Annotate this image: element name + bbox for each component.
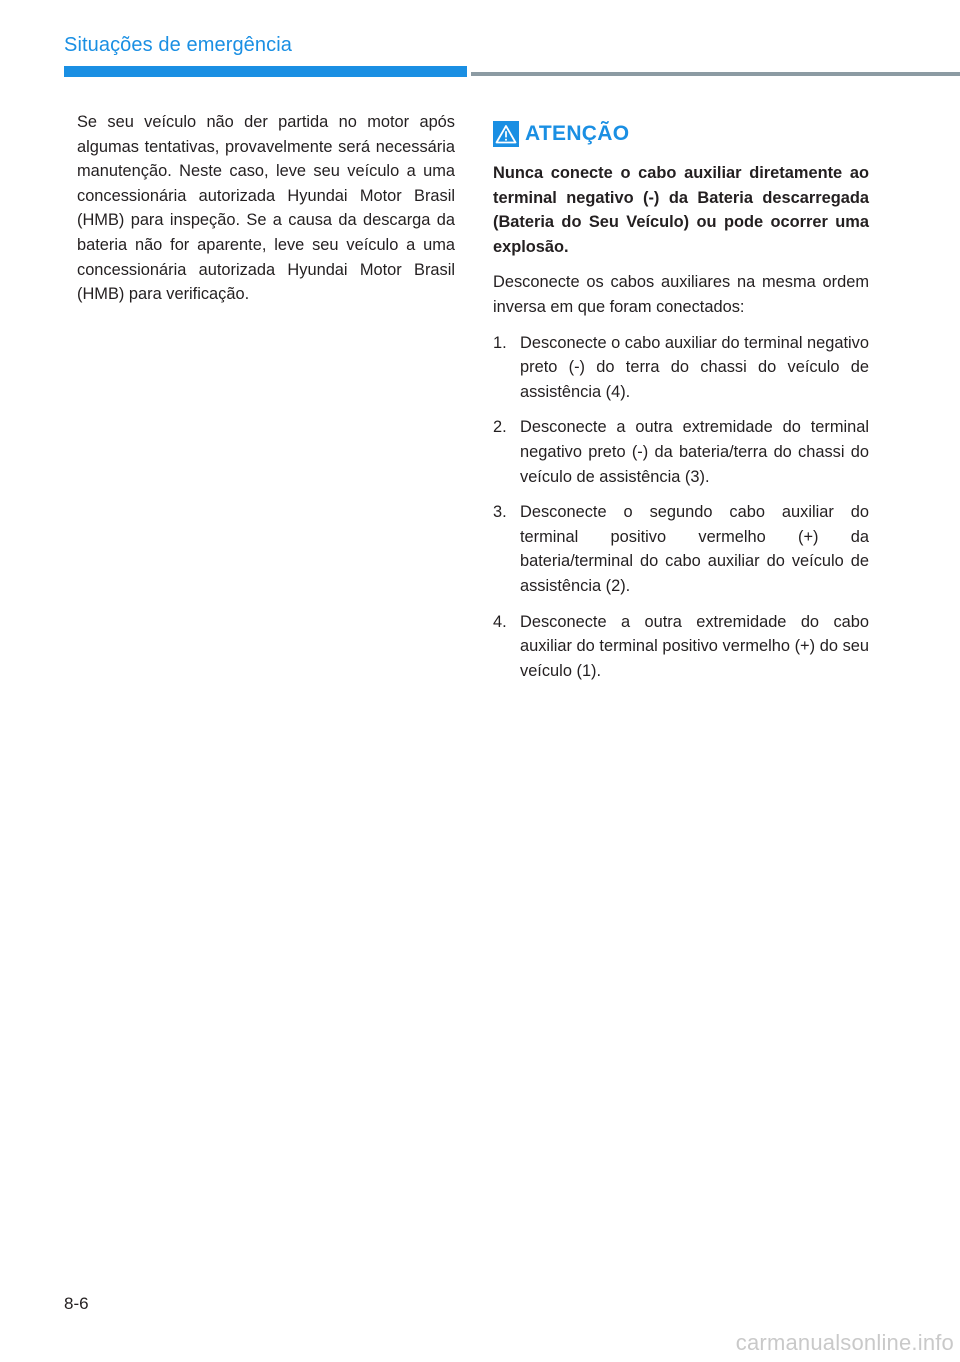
list-item — [493, 500, 869, 598]
watermark[interactable]: carmanualsonline.info — [735, 1330, 954, 1355]
warning-bold-text: Nunca conecte o cabo auxiliar diretamente ao terminal negativo (-) da Bateria descarregada (Bateria do Seu Veículo) ou pode ocorrer uma explosão. — [493, 164, 869, 256]
left-paragraph: Se seu veículo não der partida no motor após algumas tentativas, provavelmente será necessária manutenção. Neste caso, leve seu veículo a uma concessionária autorizada Hyundai Motor Brasil (HMB) para inspeção. Se a causa da descarga da bateria não for aparente, leve seu veículo a uma concessionária autorizada Hyundai Motor Brasil (HMB) para verificação. — [77, 113, 455, 304]
step-text: Desconecte o segundo cabo auxiliar do terminal positivo vermelho (+) da bateria/terminal do cabo auxiliar do veículo de assistência (2). — [520, 503, 869, 595]
list-item — [493, 610, 869, 684]
step-text: Desconecte o cabo auxiliar do terminal negativo preto (-) do terra do chassi do veículo de assistência (4). — [520, 333, 869, 401]
step-number: 3. — [493, 503, 507, 522]
warning-intro: Desconecte os cabos auxiliares na mesma ordem inversa em que foram conectados: — [493, 273, 869, 316]
steps-list — [493, 331, 869, 684]
step-text: Desconecte a outra extremidade do terminal negativo preto (-) da bateria/terra do chassi do veículo de assistência (3). — [520, 418, 869, 486]
step-text: Desconecte a outra extremidade do cabo auxiliar do terminal positivo vermelho (+) do seu veículo (1). — [520, 612, 869, 680]
list-item — [493, 415, 869, 489]
warning-triangle-icon — [493, 121, 519, 147]
step-number: 4. — [493, 612, 507, 631]
step-number: 1. — [493, 333, 507, 352]
header-rule-accent — [64, 66, 467, 77]
step-number: 2. — [493, 418, 507, 437]
header-rule-gray — [471, 72, 960, 76]
warning-box — [493, 115, 869, 694]
warning-header — [493, 115, 869, 153]
list-item — [493, 331, 869, 405]
page-number: 8-6 — [64, 1294, 89, 1313]
left-column — [77, 110, 455, 307]
section-title: Situações de emergência — [64, 34, 292, 56]
warning-title: ATENÇÃO — [525, 121, 630, 145]
